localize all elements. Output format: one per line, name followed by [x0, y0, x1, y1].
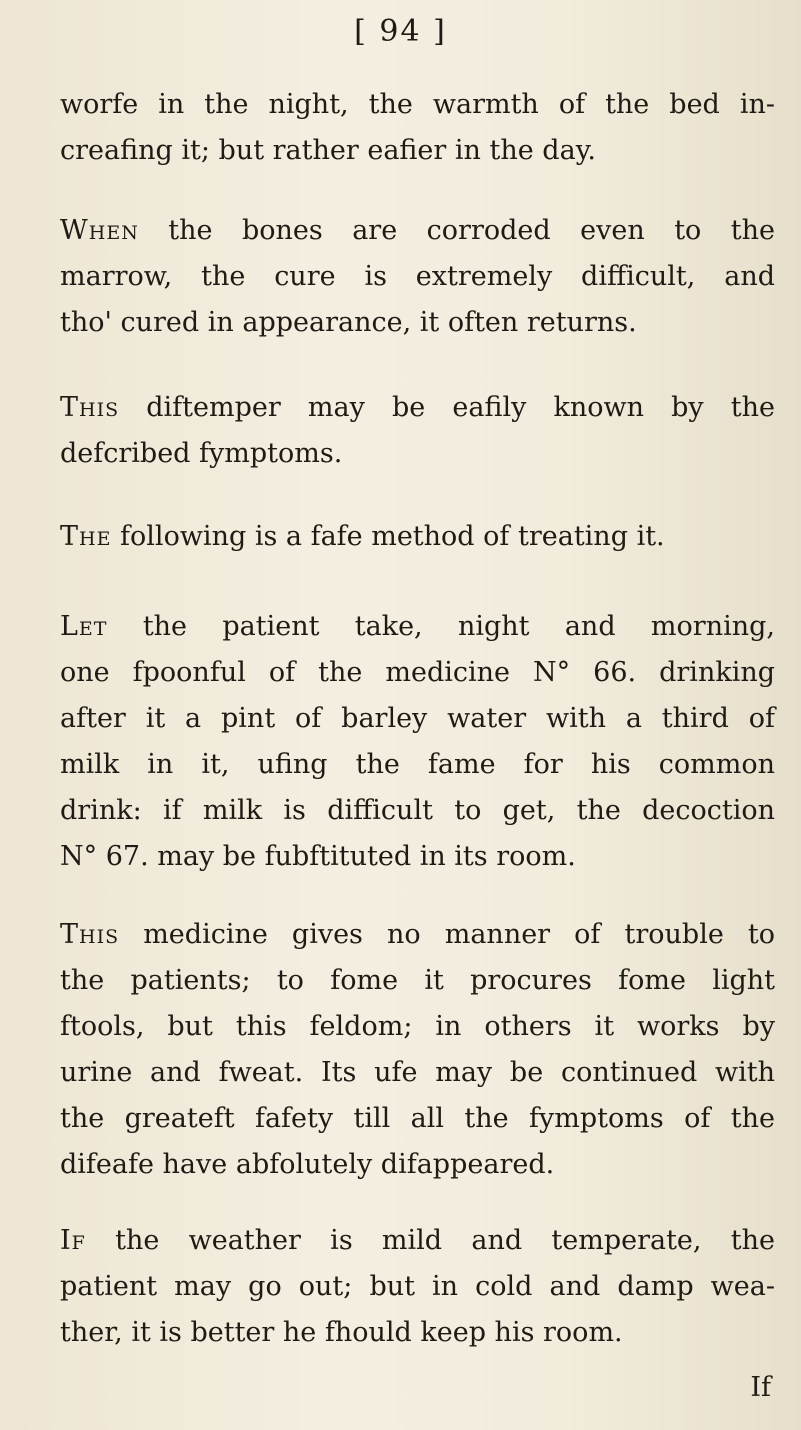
text-line: N° 67. may be fubftituted in its room. [60, 841, 576, 872]
paragraph-1 [60, 82, 775, 174]
text-line: worfe in the night, the warmth of the bed in- [60, 89, 775, 120]
text-line: after it a pint of barley water with a third of [60, 703, 775, 734]
text-line: Let the patient take, night and morning, [60, 611, 775, 642]
text-line: patient may go out; but in cold and damp wea- [60, 1271, 775, 1302]
text-line: tho' cured in appearance, it often returns. [60, 307, 637, 338]
paragraph-5 [60, 604, 775, 880]
paragraph-lead-word: Let [60, 611, 108, 642]
paragraph-2 [60, 208, 775, 346]
paragraph-7 [60, 1218, 775, 1356]
text-line: ftools, but this feldom; in others it works by [60, 1011, 775, 1042]
text-line: drink: if milk is difficult to get, the decoction [60, 795, 775, 826]
paragraph-4 [60, 514, 775, 560]
text-line: difeafe have abfolutely difappeared. [60, 1149, 555, 1180]
paragraph-lead-word: When [60, 215, 139, 246]
text-line: one fpoonful of the medicine N° 66. drinking [60, 657, 775, 688]
text-line: the greateft fafety till all the fymptoms of the [60, 1103, 775, 1134]
text-line: milk in it, ufing the fame for his common [60, 749, 775, 780]
text-line: This diftemper may be eafily known by the [60, 392, 775, 423]
paragraph-lead-word: If [60, 1225, 86, 1256]
text-line: defcribed fymptoms. [60, 438, 343, 469]
text-line: If the weather is mild and temperate, the [60, 1225, 775, 1256]
text-line: ther, it is better he fhould keep his room. [60, 1317, 623, 1348]
paragraph-3 [60, 385, 775, 477]
page-number-header: [ 94 ] [354, 14, 447, 49]
catchword: If [750, 1372, 771, 1403]
paragraph-lead-word: This [60, 392, 120, 423]
text-line: The following is a fafe method of treating it. [60, 521, 665, 552]
paragraph-lead-word: This [60, 919, 120, 950]
text-line: When the bones are corroded even to the [60, 215, 775, 246]
text-line: urine and fweat. Its ufe may be continued with [60, 1057, 775, 1088]
text-line: creafing it; but rather eafier in the day. [60, 135, 596, 166]
paragraph-6 [60, 912, 775, 1188]
text-line: the patients; to fome it procures fome light [60, 965, 775, 996]
paragraph-lead-word: The [60, 521, 112, 552]
text-line: marrow, the cure is extremely difficult, and [60, 261, 775, 292]
text-line: This medicine gives no manner of trouble to [60, 919, 775, 950]
